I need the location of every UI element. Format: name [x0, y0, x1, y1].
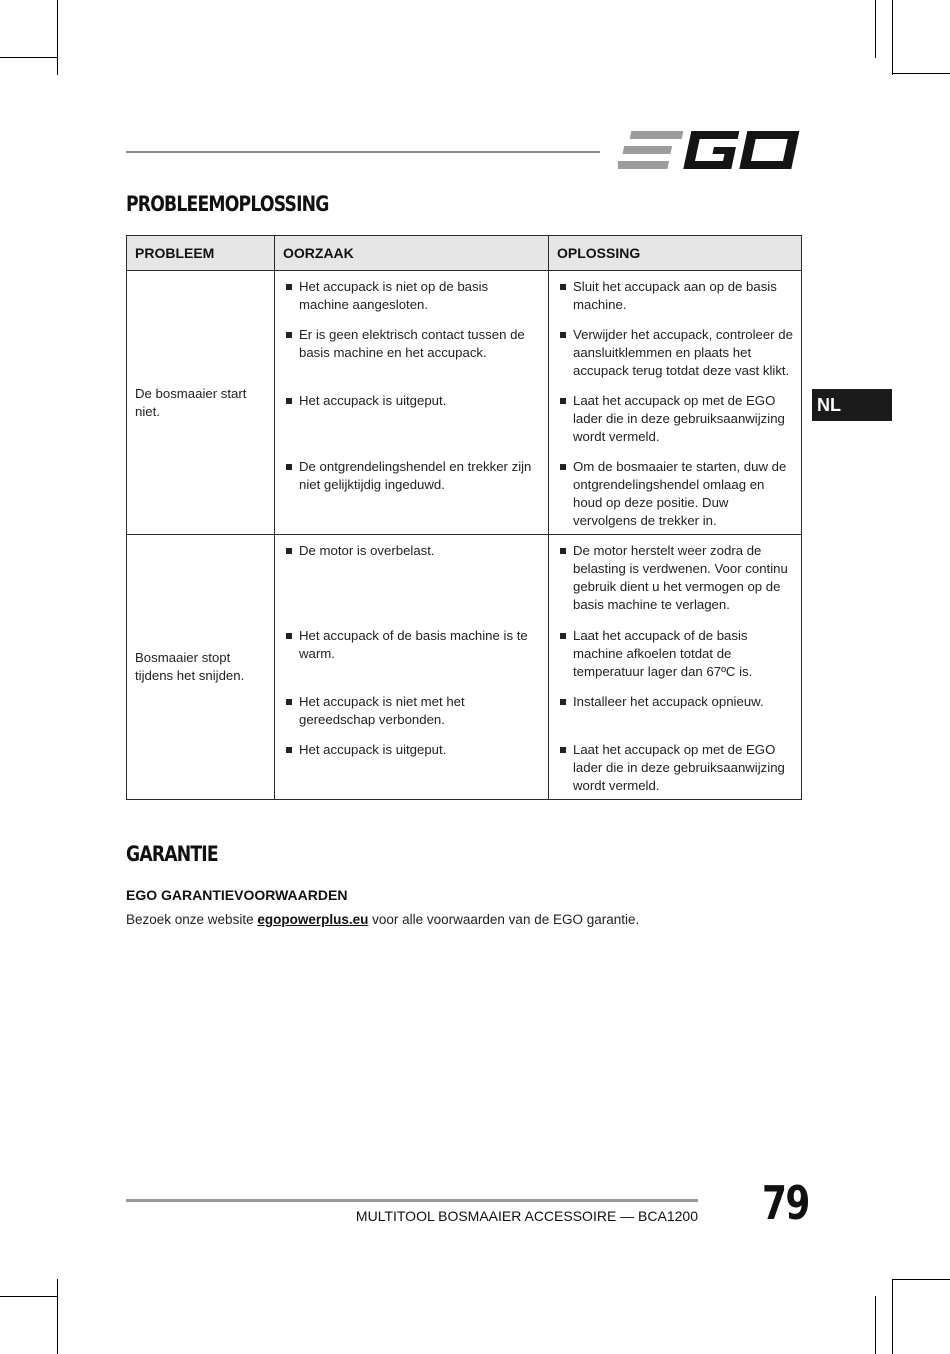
cause-item: Het accupack is niet met het gereedschap verbonden. — [283, 693, 540, 729]
crop-mark — [875, 1296, 876, 1354]
cause-item: De ontgrendelingshendel en trekker zijn niet gelijktijdig ingeduwd. — [283, 458, 540, 494]
crop-mark — [57, 0, 58, 75]
column-header-solution: OPLOSSING — [549, 236, 802, 271]
footer-title: MULTITOOL BOSMAAIER ACCESSOIRE — BCA1200 — [355, 1208, 698, 1224]
solution-item: De motor herstelt weer zodra de belasting is verdwenen. Voor continu gebruik dient u het vermogen op de basis machine te verlagen. — [557, 542, 793, 615]
solution-item: Laat het accupack op met de EGO lader die in deze gebruiksaanwijzing wordt vermeld. — [557, 392, 793, 446]
warranty-text — [126, 912, 639, 927]
crop-mark — [0, 1296, 57, 1297]
crop-mark — [892, 1279, 950, 1280]
cause-item: Er is geen elektrisch contact tussen de basis machine en het accupack. — [283, 326, 540, 380]
warranty-text-after: voor alle voorwaarden van de EGO garantie. — [368, 912, 640, 927]
problem-cell: De bosmaaier start niet. — [127, 271, 275, 535]
language-tab: NL — [812, 389, 892, 421]
warranty-subheading: EGO GARANTIEVOORWAARDEN — [126, 887, 348, 903]
crop-mark — [892, 0, 893, 75]
crop-mark — [875, 0, 876, 58]
warranty-text-before: Bezoek onze website — [126, 912, 258, 927]
solution-cell — [549, 271, 802, 535]
ego-logo — [618, 128, 800, 172]
cause-item: Het accupack is uitgeput. — [283, 392, 540, 446]
cause-cell — [275, 271, 549, 535]
crop-mark — [892, 73, 950, 74]
solution-item: Laat het accupack of de basis machine afkoelen totdat de temperatuur lager dan 67ºC is. — [557, 627, 793, 681]
solution-item: Om de bosmaaier te starten, duw de ontgrendelingshendel omlaag en houd op deze positie. Duw vervolgens de trekker in. — [557, 458, 793, 530]
crop-mark — [892, 1279, 893, 1354]
header-rule — [126, 151, 600, 153]
crop-mark — [57, 1279, 58, 1354]
page-number: 79 — [762, 1176, 809, 1230]
cause-cell — [275, 535, 549, 800]
table-header-row — [127, 236, 802, 271]
solution-item: Installeer het accupack opnieuw. — [557, 693, 793, 729]
website-link[interactable]: egopowerplus.eu — [257, 912, 369, 927]
crop-mark — [0, 57, 57, 58]
footer-rule — [126, 1199, 698, 1202]
cause-item: Het accupack is uitgeput. — [283, 741, 540, 759]
table-row — [127, 271, 802, 535]
section-title-warranty: GARANTIE — [126, 842, 218, 866]
section-title-troubleshooting: PROBLEEMOPLOSSING — [126, 192, 329, 216]
cause-item: Het accupack of de basis machine is te warm. — [283, 627, 540, 681]
column-header-cause: OORZAAK — [275, 236, 549, 271]
cause-item: De motor is overbelast. — [283, 542, 540, 615]
solution-item: Sluit het accupack aan op de basis machine. — [557, 278, 793, 314]
table-row — [127, 535, 802, 800]
troubleshooting-table — [126, 235, 802, 800]
solution-cell — [549, 535, 802, 800]
solution-item: Verwijder het accupack, controleer de aansluitklemmen en plaats het accupack terug totdat deze vast klikt. — [557, 326, 793, 380]
column-header-problem: PROBLEEM — [127, 236, 275, 271]
cause-item: Het accupack is niet op de basis machine aangesloten. — [283, 278, 540, 314]
solution-item: Laat het accupack op met de EGO lader die in deze gebruiksaanwijzing wordt vermeld. — [557, 741, 793, 795]
problem-cell: Bosmaaier stopt tijdens het snijden. — [127, 535, 275, 800]
